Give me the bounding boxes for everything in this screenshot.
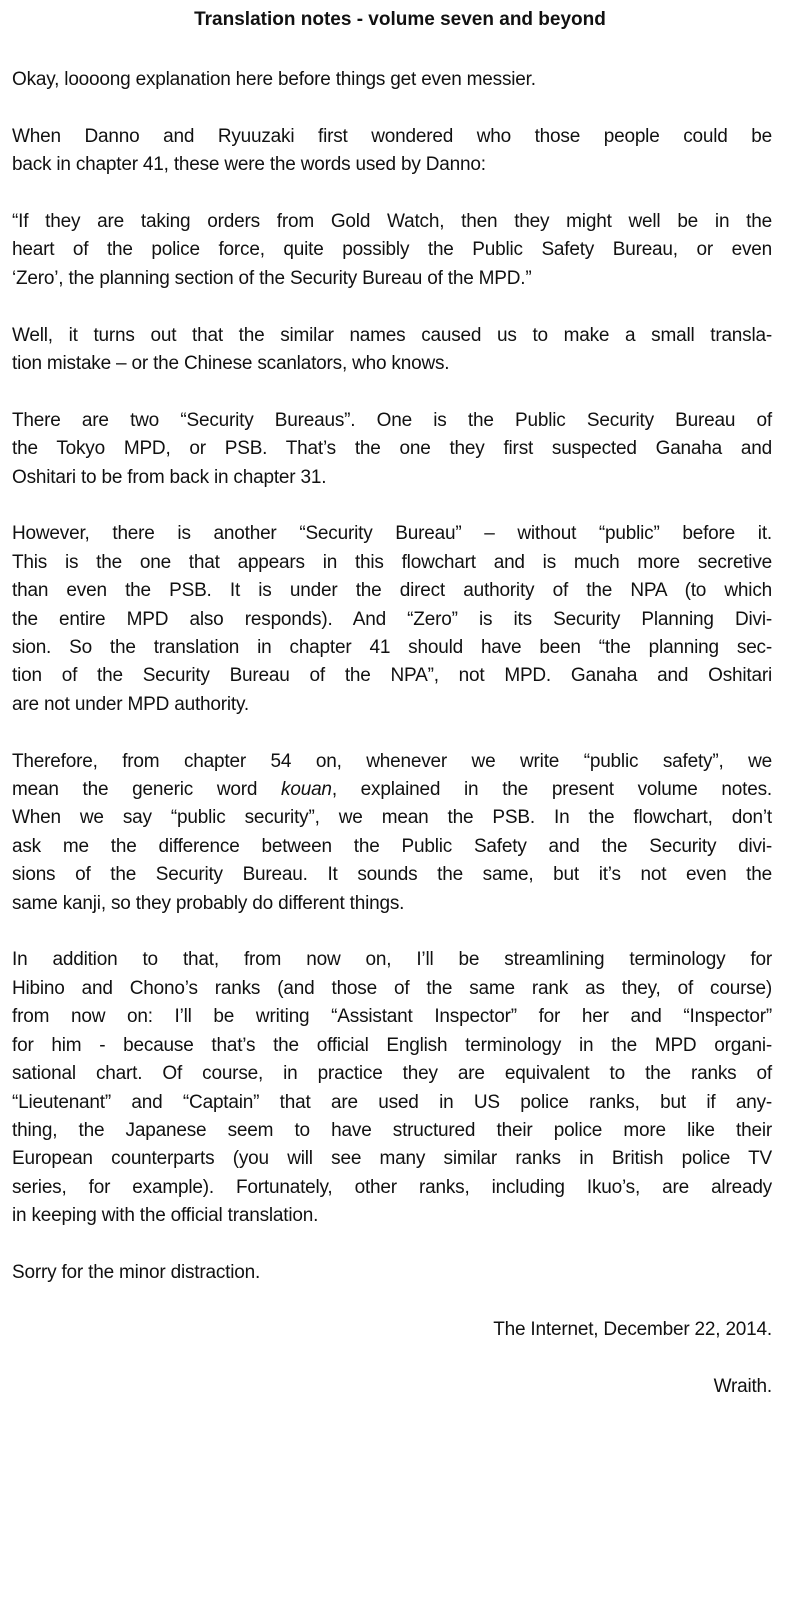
- text-line: than even the PSB. It is under the direct authority of the NPA (to which: [12, 580, 772, 602]
- paragraph-closing: [12, 1259, 772, 1287]
- text-line: ‘Zero’, the planning section of the Security Bureau of the MPD.”: [12, 267, 532, 289]
- text-line: Well, it turns out that the similar names caused us to make a small transla-: [12, 324, 772, 346]
- text-line: When Danno and Ryuuzaki first wondered who those people could be: [12, 125, 772, 147]
- text-line: ask me the difference between the Public Safety and the Security divi-: [12, 835, 772, 857]
- text-line: tion mistake – or the Chinese scanlators, who knows.: [12, 353, 450, 375]
- text-line: for him - because that’s the official English terminology in the MPD organi-: [12, 1034, 772, 1056]
- text-segment: , explained in the present volume notes.: [331, 779, 772, 801]
- text-line: [12, 776, 772, 804]
- paragraph-ranks: [12, 946, 772, 1230]
- text-line: There are two “Security Bureaus”. One is the Public Security Bureau of: [12, 409, 772, 431]
- text-line: the Tokyo MPD, or PSB. That’s the one they first suspected Ganaha and: [12, 438, 772, 460]
- text-line: sions of the Security Bureau. It sounds the same, but it’s not even the: [12, 864, 772, 886]
- text-line: sational chart. Of course, in practice they are equivalent to the ranks of: [12, 1063, 772, 1085]
- text-line: in keeping with the official translation.: [12, 1205, 319, 1227]
- text-segment: mean the generic word: [12, 779, 282, 801]
- text-line: European counterparts (you will see many similar ranks in British police TV: [12, 1148, 772, 1170]
- text-line: are not under MPD authority.: [12, 693, 249, 715]
- document-title: Translation notes - volume seven and beyond: [194, 9, 606, 30]
- text-line: Okay, loooong explanation here before things get even messier.: [12, 69, 536, 90]
- text-line: from now on: I’ll be writing “Assistant Inspector” for her and “Inspector”: [12, 1006, 772, 1028]
- text-line: series, for example). Fortunately, other ranks, including Ikuo’s, are already: [12, 1176, 772, 1198]
- text-line: Oshitari to be from back in chapter 31.: [12, 466, 327, 488]
- signature-name: Wraith.: [713, 1375, 772, 1397]
- text-line: “Lieutenant” and “Captain” that are used in US police ranks, but if any-: [12, 1091, 772, 1113]
- paragraph-terminology: [12, 748, 772, 918]
- text-line: Therefore, from chapter 54 on, whenever we write “public safety”, we: [12, 750, 772, 772]
- text-line: Sorry for the minor distraction.: [12, 1261, 261, 1283]
- text-line: However, there is another “Security Bureau” – without “public” before it.: [12, 523, 772, 545]
- paragraph-two-bureaus: [12, 407, 772, 492]
- paragraph-mistake: [12, 322, 772, 379]
- text-line: When we say “public security”, we mean the PSB. In the flowchart, don’t: [12, 807, 772, 829]
- text-line: thing, the Japanese seem to have structured their police more like their: [12, 1119, 772, 1141]
- text-line: “If they are taking orders from Gold Watch, then they might well be in the: [12, 211, 772, 232]
- text-line: heart of the police force, quite possibly the Public Safety Bureau, or even: [12, 239, 772, 261]
- text-line: This is the one that appears in this flowchart and is much more secretive: [12, 551, 772, 573]
- text-line: In addition to that, from now on, I’ll be streamlining terminology for: [12, 949, 772, 971]
- text-line: back in chapter 41, these were the words used by Danno:: [12, 154, 486, 176]
- paragraph-chapter-41: [12, 123, 772, 180]
- document-body: [12, 66, 772, 1429]
- paragraph-intro: [12, 66, 772, 94]
- text-line: Hibino and Chono’s ranks (and those of the same rank as they, of course): [12, 977, 772, 999]
- italic-term: kouan: [281, 779, 332, 801]
- text-line: the entire MPD also responds). And “Zero” is its Security Planning Divi-: [12, 608, 772, 630]
- text-line: tion of the Security Bureau of the NPA”, not MPD. Ganaha and Oshitari: [12, 665, 772, 687]
- text-line: sion. So the translation in chapter 41 should have been “the planning sec-: [12, 637, 772, 659]
- paragraph-another-bureau: [12, 520, 772, 719]
- signature-date: The Internet, December 22, 2014.: [493, 1318, 772, 1340]
- paragraph-quote: [12, 208, 772, 293]
- text-line: same kanji, so they probably do different things.: [12, 892, 405, 914]
